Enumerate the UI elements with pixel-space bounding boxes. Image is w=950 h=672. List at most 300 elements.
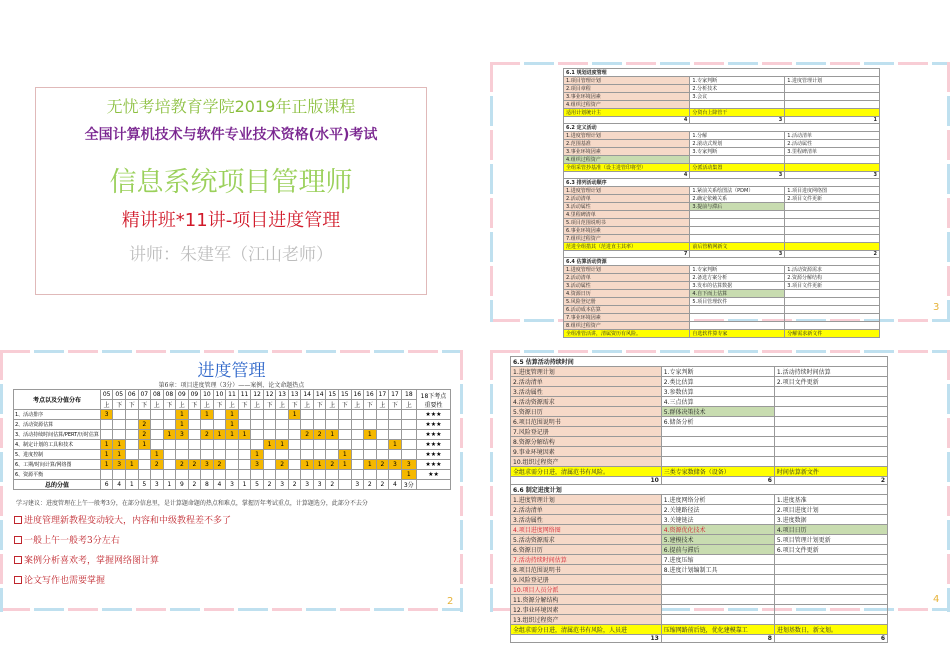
total-cell: 2 [288, 480, 301, 490]
output-cell [774, 447, 887, 457]
score-cell [301, 450, 314, 460]
output-cell [774, 437, 887, 447]
input-cell: 3.事业环境因素 [564, 148, 690, 156]
score-cell [188, 470, 201, 480]
header-label: 考点以及分值分布 [14, 390, 101, 410]
score-cell: 2 [188, 460, 201, 470]
count-cell: 2 [785, 251, 880, 258]
score-cell [201, 470, 214, 480]
io-row [511, 505, 888, 515]
score-cell [313, 470, 326, 480]
total-cell: 3 [351, 480, 364, 490]
score-cell: 2 [276, 460, 289, 470]
year-cell: 06 [125, 390, 138, 400]
total-cell: 1 [163, 480, 176, 490]
score-cell [364, 450, 377, 460]
section-title: 6.3 排列活动顺序 [564, 179, 880, 187]
score-cell [351, 420, 364, 430]
score-cell [401, 450, 416, 460]
score-cell [389, 430, 402, 440]
mnemonic-cell: 时间估算新文件 [774, 467, 887, 477]
output-cell [774, 427, 887, 437]
half-cell: 上 [351, 400, 364, 410]
half-cell: 上 [301, 400, 314, 410]
score-cell [163, 470, 176, 480]
io-row [564, 314, 880, 322]
score-cell [351, 460, 364, 470]
score-cell [201, 450, 214, 460]
score-distribution-table [13, 389, 451, 490]
io-row [511, 575, 888, 585]
output-cell [785, 93, 880, 101]
score-row [14, 450, 451, 460]
score-cell [376, 470, 389, 480]
io-row [511, 437, 888, 447]
score-cell [176, 450, 189, 460]
half-cell: 下 [263, 400, 276, 410]
count-cell: 3 [690, 172, 785, 179]
io-row [564, 274, 880, 282]
output-cell: 1.活动清单 [785, 132, 880, 140]
input-cell: 6.资源日历 [511, 545, 662, 555]
score-cell [163, 420, 176, 430]
year-cell: 08 [163, 390, 176, 400]
count-cell: 10 [511, 477, 662, 485]
score-cell [401, 420, 416, 430]
score-cell [100, 470, 113, 480]
year-cell: 09 [176, 390, 189, 400]
count-cell: 7 [564, 251, 690, 258]
tool-cell [690, 322, 785, 330]
score-cell [351, 470, 364, 480]
tool-cell [690, 219, 785, 227]
mnemonic-cell: 分资台上降管干 [690, 109, 785, 117]
process-io-table [563, 68, 880, 338]
mnemonic-cell: 全组求需分日进，清属范书有风险。 [511, 467, 662, 477]
score-cell [351, 410, 364, 420]
score-cell [188, 430, 201, 440]
importance-stars: ★★ [417, 470, 451, 480]
input-cell: 5.资源日历 [511, 407, 662, 417]
input-cell: 6.活动成本估算 [564, 306, 690, 314]
half-cell: 上 [176, 400, 189, 410]
score-cell [151, 410, 164, 420]
tool-cell: 3.发布的估算数据 [690, 282, 785, 290]
score-cell [100, 430, 113, 440]
score-cell [263, 420, 276, 430]
bullet-3: 案例分析喜欢考，掌握网络图计算 [14, 553, 159, 566]
output-cell [785, 298, 880, 306]
output-cell: 3.里程碑清单 [785, 148, 880, 156]
bullet-2: 一般上午一般考3分左右 [14, 533, 120, 546]
score-row [14, 430, 451, 440]
score-cell [125, 430, 138, 440]
io-row [511, 605, 888, 615]
output-cell [774, 407, 887, 417]
output-cell: 4.项目日历 [774, 525, 887, 535]
count-row [511, 477, 888, 485]
input-cell: 3.活动属性 [564, 282, 690, 290]
score-cell [263, 410, 276, 420]
year-cell: 11 [226, 390, 239, 400]
score-cell: 1 [276, 440, 289, 450]
input-cell: 4.里程碑清单 [564, 211, 690, 219]
score-cell [226, 460, 239, 470]
total-cell: 1 [125, 480, 138, 490]
score-cell [364, 470, 377, 480]
title-frame [35, 87, 427, 295]
score-cell [201, 420, 214, 430]
tool-cell: 3.提前与滞后 [690, 203, 785, 211]
score-cell [301, 470, 314, 480]
tool-cell: 5.群体决策技术 [661, 407, 774, 417]
score-cell [301, 440, 314, 450]
tool-cell [690, 227, 785, 235]
score-cell: 1 [176, 420, 189, 430]
input-cell: 5.活动资源需求 [511, 535, 662, 545]
io-row [511, 495, 888, 505]
half-cell: 下 [113, 400, 126, 410]
section-title: 6.2 定义活动 [564, 124, 880, 132]
io-row [564, 77, 880, 85]
output-cell: 2.项目文件更新 [774, 377, 887, 387]
count-row [564, 251, 880, 258]
tool-cell: 5.建模技术 [661, 535, 774, 545]
total-cell: 4 [213, 480, 226, 490]
section-title: 6.6 制定进度计划 [511, 485, 888, 495]
score-row [14, 420, 451, 430]
count-cell: 3 [690, 251, 785, 258]
bullet-4: 论文写作也需要掌握 [14, 573, 105, 586]
io-row [564, 266, 880, 274]
score-cell: 1 [238, 430, 251, 440]
score-cell: 2 [301, 430, 314, 440]
year-cell: 11 [238, 390, 251, 400]
output-cell: 1.进度基准 [774, 495, 887, 505]
score-cell [226, 440, 239, 450]
total-label: 总的分值 [14, 480, 101, 490]
half-cell: 下 [163, 400, 176, 410]
score-cell: 1 [100, 450, 113, 460]
page-number: 3 [933, 302, 940, 313]
tool-cell: 3.关键链法 [661, 515, 774, 525]
io-row [564, 156, 880, 164]
score-cell: 1 [301, 460, 314, 470]
half-cell: 下 [364, 400, 377, 410]
io-row [511, 447, 888, 457]
section-title-row [564, 69, 880, 77]
score-row [14, 460, 451, 470]
output-cell [774, 585, 887, 595]
checkbox-icon [14, 576, 22, 584]
score-cell [151, 470, 164, 480]
score-cell [288, 450, 301, 460]
page-number: 4 [933, 594, 940, 605]
total-cell: 2 [364, 480, 377, 490]
tool-cell: 2.确定依赖关系 [690, 195, 785, 203]
score-cell [301, 420, 314, 430]
score-cell [238, 460, 251, 470]
score-cell [276, 450, 289, 460]
total-cell: 3 [226, 480, 239, 490]
io-row [564, 322, 880, 330]
total-cell: 1 [238, 480, 251, 490]
score-cell [213, 440, 226, 450]
mnemonic-cell: 分解需求新文件 [785, 330, 880, 338]
score-cell [401, 430, 416, 440]
total-cell: 4 [113, 480, 126, 490]
year-cell: 14 [313, 390, 326, 400]
left-deco-border [490, 62, 493, 322]
total-cell: 9 [176, 480, 189, 490]
tool-cell [690, 235, 785, 243]
score-cell: 2 [201, 430, 214, 440]
tool-cell: 4.三点估算 [661, 397, 774, 407]
input-cell: 4.组织过程资产 [564, 101, 690, 109]
score-cell [401, 440, 416, 450]
year-cell: 18 [401, 390, 416, 400]
score-cell [276, 430, 289, 440]
score-cell [351, 430, 364, 440]
tool-cell: 1.专家判断 [690, 77, 785, 85]
mnemonic-cell: 自选软件算专家 [690, 330, 785, 338]
half-cell: 上 [376, 400, 389, 410]
score-cell [138, 450, 151, 460]
count-cell: 8 [661, 635, 774, 643]
topic-label: 3、活动持续时间估算/PERT/历时估算 [14, 430, 101, 440]
tool-cell [661, 427, 774, 437]
score-cell [213, 450, 226, 460]
mnemonic-cell: 压缩网路前后链，优化建模靠工 [661, 625, 774, 635]
mnemonic-cell: 全组准管活讲，清属资历有风险。 [564, 330, 690, 338]
output-cell [774, 417, 887, 427]
importance-stars: ★★★ [417, 420, 451, 430]
input-cell: 4.活动资源需求 [511, 397, 662, 407]
mnemonic-row [564, 109, 880, 117]
io-row [564, 132, 880, 140]
score-cell: 1 [176, 410, 189, 420]
score-cell [113, 470, 126, 480]
mnemonic-cell: 前后管稍网新文 [690, 243, 785, 251]
total-cell: 4 [389, 480, 402, 490]
io-row [511, 615, 888, 625]
mnemonic-cell: 三类专家数储备（设备） [661, 467, 774, 477]
score-cell: 3 [176, 430, 189, 440]
output-cell [785, 85, 880, 93]
year-cell: 15 [339, 390, 352, 400]
io-row [564, 211, 880, 219]
io-row [564, 227, 880, 235]
tool-cell [690, 306, 785, 314]
slide-2-schedule-overview[interactable] [0, 350, 463, 612]
tool-cell: 1.进度网络分析 [661, 495, 774, 505]
tool-cell [690, 101, 785, 109]
io-row [511, 387, 888, 397]
section-title-row [564, 258, 880, 266]
year-cell: 05 [113, 390, 126, 400]
score-cell: 1 [113, 440, 126, 450]
input-cell: 4.项目进度网络图 [511, 525, 662, 535]
year-cell: 08 [151, 390, 164, 400]
score-cell [313, 440, 326, 450]
slide-4-process-tables[interactable] [490, 350, 950, 642]
score-cell [251, 410, 264, 420]
score-cell: 2 [138, 420, 151, 430]
score-cell [351, 450, 364, 460]
half-cell: 上 [276, 400, 289, 410]
output-cell: 1.进度管理计划 [785, 77, 880, 85]
score-cell: 2 [213, 460, 226, 470]
half-cell: 下 [288, 400, 301, 410]
mnemonic-cell: 适用计划统计主 [564, 109, 690, 117]
input-cell: 1.进度管理计划 [564, 187, 690, 195]
io-row [511, 595, 888, 605]
score-cell [263, 450, 276, 460]
input-cell: 5.风险登记册 [564, 298, 690, 306]
score-cell [401, 410, 416, 420]
input-cell: 6.项目范围说明书 [511, 417, 662, 427]
input-cell: 1.进度管理计划 [511, 495, 662, 505]
year-cell: 10 [213, 390, 226, 400]
score-cell [339, 410, 352, 420]
output-cell [785, 322, 880, 330]
score-cell: 3 [389, 460, 402, 470]
half-cell: 上 [226, 400, 239, 410]
score-cell [288, 440, 301, 450]
output-cell [785, 101, 880, 109]
bullet-1: 进度管理新教程变动较大，内容和中级教程差不多了 [14, 513, 231, 526]
score-cell [213, 410, 226, 420]
importance-stars: ★★★ [417, 450, 451, 460]
input-cell: 3.活动属性 [511, 515, 662, 525]
score-cell [125, 470, 138, 480]
output-cell [774, 457, 887, 467]
tool-cell [661, 585, 774, 595]
year-cell: 12 [251, 390, 264, 400]
score-cell: 2 [176, 460, 189, 470]
score-cell [251, 440, 264, 450]
total-cell: 3 [276, 480, 289, 490]
io-row [564, 140, 880, 148]
io-row [511, 525, 888, 535]
score-cell: 2 [376, 460, 389, 470]
score-cell [313, 420, 326, 430]
mnemonic-cell: 范进全组措其（范进直主其率） [564, 243, 690, 251]
score-cell [326, 440, 339, 450]
tool-cell [661, 605, 774, 615]
score-row [14, 470, 451, 480]
score-cell [125, 410, 138, 420]
score-cell [226, 470, 239, 480]
input-cell: 2.活动清单 [511, 505, 662, 515]
score-cell [276, 470, 289, 480]
score-cell [389, 470, 402, 480]
input-cell: 2.活动清单 [511, 377, 662, 387]
tool-cell: 8.进度计划编制工具 [661, 565, 774, 575]
total-cell: 6 [100, 480, 113, 490]
score-cell: 3 [401, 460, 416, 470]
output-cell: 2.项目进度计划 [774, 505, 887, 515]
score-cell: 1 [401, 470, 416, 480]
year-cell: 16 [364, 390, 377, 400]
input-cell: 13.组织过程资产 [511, 615, 662, 625]
score-cell [125, 420, 138, 430]
score-cell [138, 410, 151, 420]
slide-1-title[interactable] [0, 62, 463, 322]
input-cell: 9.风险登记册 [511, 575, 662, 585]
year-cell: 14 [301, 390, 314, 400]
output-cell: 2.项目文件更新 [785, 195, 880, 203]
year-cell: 05 [100, 390, 113, 400]
output-cell [774, 605, 887, 615]
count-cell: 2 [774, 477, 887, 485]
score-cell: 2 [326, 460, 339, 470]
tool-cell: 1.专家判断 [661, 367, 774, 377]
tool-cell: 2.类比估算 [661, 377, 774, 387]
half-cell: 上 [251, 400, 264, 410]
top-deco-border [490, 62, 950, 65]
score-cell [288, 420, 301, 430]
left-deco-border [0, 350, 3, 612]
total-cell: 5 [138, 480, 151, 490]
input-cell: 2.项目章程 [564, 85, 690, 93]
score-cell [376, 410, 389, 420]
total-cell: 2 [376, 480, 389, 490]
tool-cell: 1.专家判断 [690, 266, 785, 274]
score-cell: 1 [226, 430, 239, 440]
count-row [564, 172, 880, 179]
score-cell [263, 430, 276, 440]
io-row [511, 457, 888, 467]
tool-cell: 5.项目管理软件 [690, 298, 785, 306]
tool-cell [661, 575, 774, 585]
score-cell: 1 [226, 410, 239, 420]
score-cell [251, 430, 264, 440]
count-cell: 6 [661, 477, 774, 485]
slide-3-process-tables[interactable] [490, 62, 950, 337]
topic-label: 6、工期/时间计算/网络图 [14, 460, 101, 470]
score-cell: 1 [339, 450, 352, 460]
mnemonic-cell: 全组采管抄基准（设主进管印将型） [564, 164, 690, 172]
total-cell: 2 [188, 480, 201, 490]
mnemonic-row [564, 164, 880, 172]
total-cell: 2 [263, 480, 276, 490]
score-cell [263, 460, 276, 470]
score-cell [163, 410, 176, 420]
score-cell [339, 440, 352, 450]
io-row [564, 306, 880, 314]
score-cell [113, 430, 126, 440]
input-cell: 3.活动属性 [511, 387, 662, 397]
score-cell [339, 470, 352, 480]
score-cell [151, 420, 164, 430]
half-cell: 下 [188, 400, 201, 410]
page-number: 2 [447, 596, 454, 607]
tool-cell [661, 615, 774, 625]
score-cell [301, 410, 314, 420]
io-row [511, 377, 888, 387]
year-cell: 10 [201, 390, 214, 400]
output-cell: 3.项目文件更新 [785, 282, 880, 290]
tool-cell: 7.进度压缩 [661, 555, 774, 565]
study-note: 学习建议：进度管理在上午一般考3分，在部分信息里，是计算题命题的热点和难点，掌握历年考试重点，计算题选分，此部分不去分 [16, 500, 368, 507]
io-row [511, 515, 888, 525]
mnemonic-row [564, 330, 880, 338]
count-cell: 1 [785, 117, 880, 124]
input-cell: 5.项目范围说明书 [564, 219, 690, 227]
count-cell: 13 [511, 635, 662, 643]
year-cell: 13 [276, 390, 289, 400]
